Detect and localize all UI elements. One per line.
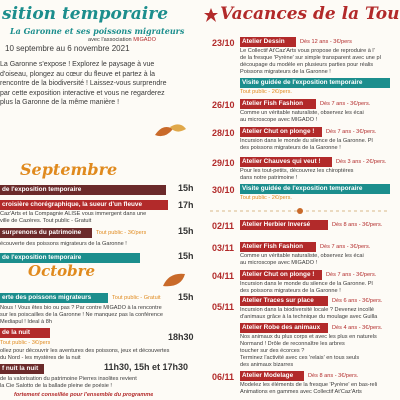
event-date-6: 30/10 (212, 185, 235, 195)
intro-text: La Garonne s'expose ! Explorez le paysage à vue d'oiseau, plongez au cœur du fleuve et partez à la rencontre de la biodiversité ! Laissez-vous surprendre par cette exposition interactive et vous ne regarderez plus la Garonne de la même manière ! (0, 61, 167, 107)
event-meta-6: Tout public - 2€/pers. (240, 195, 292, 201)
event-meta-2: Tout public - 2€/pers. (240, 89, 292, 95)
event-bar-7: Atelier Herbier Inversé (240, 220, 328, 230)
event-desc-1a: Le Collectif At'Caz'Arts vous propose de reproduire à l' (240, 48, 375, 54)
october-title: Octobre (28, 262, 96, 280)
event-desc-5a: Pour les tout-petits, découvrez les chiroptères (240, 168, 354, 174)
exhibit-dates: 10 septembre au 6 novembre 2021 (5, 44, 130, 53)
oct-desc-3b: la Cie Salotto de la ballade pleine de poésie ! (0, 383, 112, 389)
sept-event-2: croisière chorégraphique, la sueur d'un fleuve (0, 200, 168, 210)
leaf-divider-icon (210, 205, 390, 217)
event-desc-4a: Incursion dans le monde du silence de la Garonne. Pl (240, 138, 373, 144)
assoc-name: MIGADO (133, 37, 156, 43)
event-date-3: 26/10 (212, 100, 235, 110)
star-icon (204, 8, 218, 22)
event-desc-1c: découpage du modèle en plusieurs parties pour réalis (240, 62, 374, 68)
oct-event-1: erte des poissons migrateurs (0, 293, 108, 303)
oct-extra-1: Tout public - Gratuit (112, 295, 161, 301)
event-meta-10: Dès 6 ans - 3€/pers. (332, 298, 383, 304)
event-desc-11e: des animaux bizarres (240, 362, 294, 368)
event-meta-8: Dès 7 ans - 3€/pers. (320, 244, 371, 250)
oct-desc-1a: Nous ! Vous êtes bio ou pas ? Par contre MIGADO à la rencontre (0, 305, 162, 311)
left-footer: fortement conseillée pour l'ensemble du programme (14, 392, 154, 398)
event-meta-3: Dès 7 ans - 3€/pers. (320, 101, 371, 107)
event-meta-4: Dès 7 ans - 3€/pers. (326, 129, 377, 135)
event-desc-9a: Incursion dans le monde du silence de la Garonne. Pl (240, 281, 373, 287)
event-date-4: 28/10 (212, 128, 235, 138)
september-title: Septembre (20, 160, 118, 179)
event-desc-5b: dans notre patrimoine ! (240, 175, 298, 181)
event-bar-5: Atelier Chauves qui veut ! (240, 157, 332, 167)
leaves-icon (150, 115, 190, 145)
event-meta-9: Dès 7 ans - 3€/pers. (326, 272, 377, 278)
event-date-9: 04/11 (212, 271, 235, 281)
oct-hour-2: 18h30 (168, 332, 194, 342)
oct-event-2: de la nuit (0, 328, 50, 338)
event-bar-1: Atelier Dessin (240, 37, 296, 47)
leaf-icon (160, 268, 190, 292)
oct-desc-2b: du Nord - les mystères de la nuit (0, 355, 81, 361)
event-bar-3: Atelier Fish Fashion (240, 99, 316, 109)
event-bar-2: Visite guidée de l'exposition temporaire (240, 78, 390, 88)
event-desc-10a: Incursion dans la biodiversité locale ? Devenez incollé (240, 307, 375, 313)
event-desc-12a: Modelez les éléments de la fresque 'Pyrène' en bas-reli (240, 382, 378, 388)
event-desc-12b: Animations en gammes avec Collectif At'Caz'Arts (240, 389, 362, 395)
event-date-1: 23/10 (212, 38, 235, 48)
event-bar-10: Atelier Traces sur place (240, 296, 328, 306)
vacation-title: Vacances de la Tou (220, 4, 400, 24)
event-bar-6: Visite guidée de l'exposition temporaire (240, 184, 390, 194)
event-desc-11b: Normand ! Drôle de reconnaître les arbres (240, 341, 345, 347)
event-desc-8a: Comme un véritable naturaliste, observez les écai (240, 253, 364, 259)
event-meta-11: Dès 4 ans - 3€/pers. (332, 325, 383, 331)
event-desc-3b: au microscope avec MIGADO ! (240, 117, 318, 123)
event-date-8: 03/11 (212, 243, 235, 253)
event-desc-3a: Comme un véritable naturaliste, observez les écai (240, 110, 364, 116)
event-desc-4b: des poissons migrateurs de la Garonne ! (240, 145, 341, 151)
event-bar-12: Atelier Modelage (240, 371, 304, 381)
exhibit-subtitle: La Garonne et ses poissons migrateurs (10, 26, 185, 36)
event-bar-9: Atelier Chut on plonge ! (240, 270, 322, 280)
sept-event-3: surprenons du patrimoine (0, 228, 92, 238)
event-bar-8: Atelier Fish Fashion (240, 242, 316, 252)
sept-desc-2a: Caz'Arts et la Compagnie ALISE vous immergent dans une (0, 211, 147, 217)
event-desc-11c: toucher sur des écorces ? (240, 348, 305, 354)
sept-extra-3: Tout public - 3€/pers (96, 230, 147, 236)
event-desc-1b: de la fresque 'Pyrène' sur simple transparent avec une pl (240, 55, 381, 61)
event-date-7: 02/11 (212, 221, 235, 231)
sept-hour-4: 15h (178, 251, 194, 261)
event-meta-1: Dès 12 ans - 3€/pers (300, 39, 352, 45)
assoc-prefix: avec l'association (88, 37, 132, 43)
event-meta-5: Dès 3 ans - 2€/pers. (336, 159, 387, 165)
sept-hour-1: 15h (178, 183, 194, 193)
event-desc-10b: d'animaux grâce à la technique du moulage avec Guilla (240, 314, 378, 320)
event-date-10: 05/11 (212, 302, 235, 312)
oct-desc-2a: ollez pour découvrir les aventures des poissons, jeux et découvertes (0, 348, 170, 354)
oct-desc-3a: de la valorisation du patrimoine Pierres insolites revient (0, 376, 137, 382)
right-column (200, 0, 400, 400)
left-column (0, 0, 196, 400)
sept-desc-4: écouverte des poissons migrateurs de la Garonne ! (0, 241, 127, 247)
oct-hour-3: 11h30, 15h et 17h30 (104, 362, 189, 372)
event-desc-9b: des poissons migrateurs de la Garonne ! (240, 288, 341, 294)
event-bar-11: Atelier Robe des animaux (240, 323, 328, 333)
event-meta-12: Dès 8 ans - 3€/pers. (308, 373, 359, 379)
oct-desc-1b: sur les poiscailles de la Garonne ! Ne manquez pas la conférence (0, 312, 163, 318)
sept-event-4: de l'exposition temporaire (0, 253, 140, 263)
oct-desc-1c: Mediapul ! Ideal à 8h (0, 319, 52, 325)
page-title: sition temporaire (2, 4, 169, 24)
event-date-5: 29/10 (212, 158, 235, 168)
event-bar-4: Atelier Chut on plonge ! (240, 127, 322, 137)
event-desc-8b: au microscope avec MIGADO ! (240, 260, 318, 266)
sept-event-1: de l'exposition temporaire (0, 185, 166, 195)
event-date-12: 06/11 (212, 372, 235, 382)
event-desc-1d: Poissons migrateurs de la Garonne ! (240, 69, 331, 75)
oct-extra-2: Tout public - 3€/pers (0, 340, 51, 346)
event-meta-7: Dès 8 ans - 3€/pers. (332, 222, 383, 228)
event-desc-11d: Terminez l'activité avec ces 'relais' en tous seuls (240, 355, 360, 361)
oct-event-3: f nuit la nuit (0, 364, 44, 374)
sept-desc-2b: ville de Cazères. Tout public - Gratuit (0, 218, 92, 224)
oct-hour-1: 15h (178, 292, 194, 302)
event-desc-11a: Nos animaux du plus corps et avec les plus en naturels (240, 334, 377, 340)
sept-hour-2: 17h (178, 200, 194, 210)
sept-hour-3: 15h (178, 226, 194, 236)
